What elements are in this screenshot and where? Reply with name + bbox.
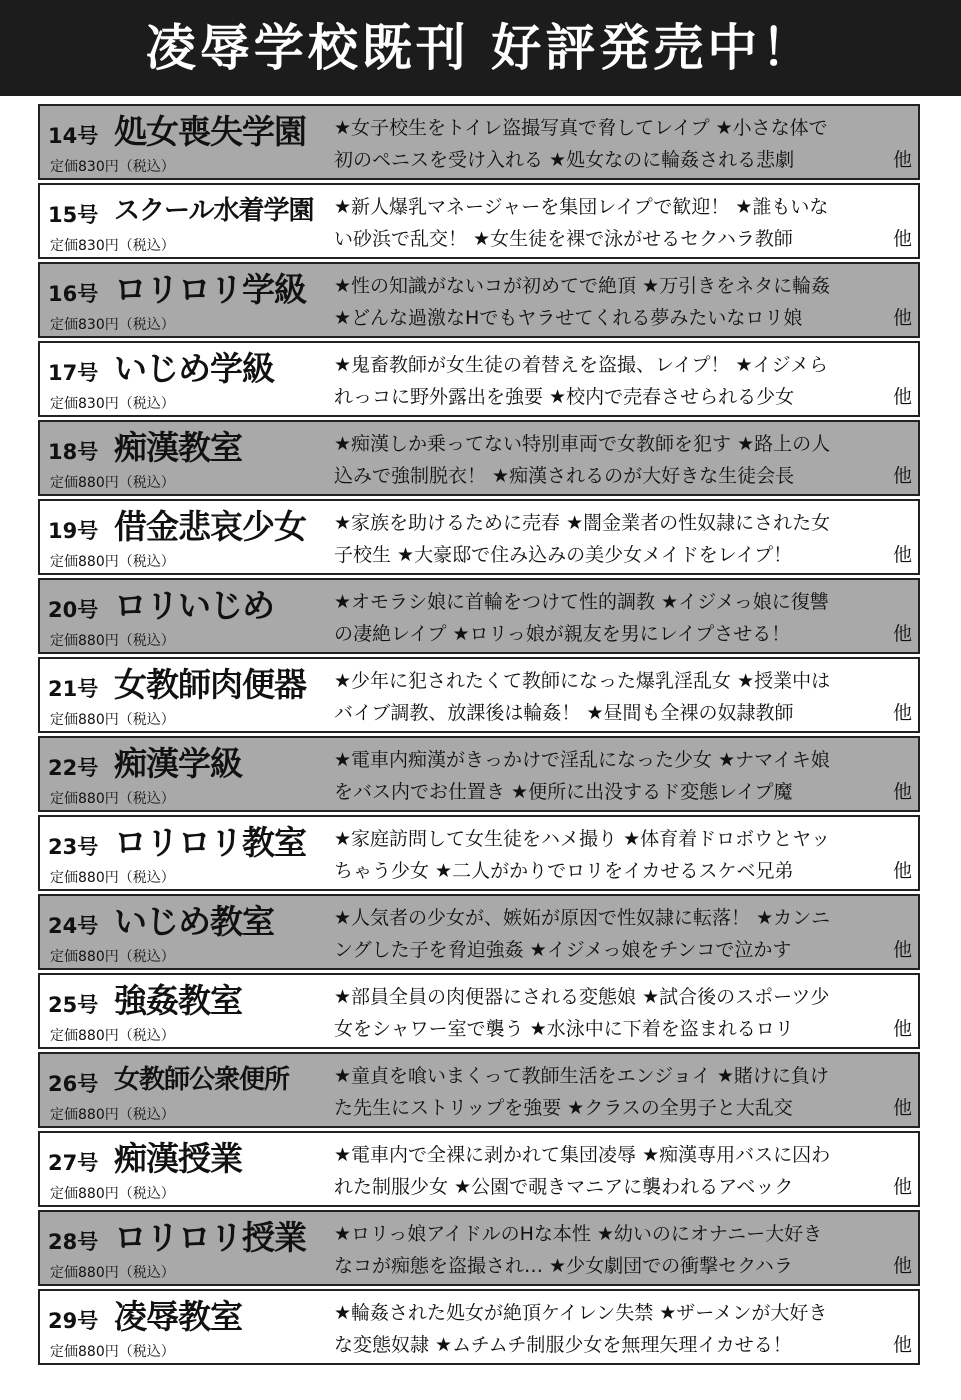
description-line-2: れっコに野外露出を強要 ★校内で売春させられる少女 [334,386,795,408]
issue-number: 23号 [48,835,99,859]
issue-description [334,1218,912,1282]
issue-description [334,1060,912,1124]
description-line-2-wrap [334,1250,912,1282]
description-line-1: ★女子校生をトイレ盗撮写真で脅してレイプ ★小さな体で [334,117,828,139]
issue-number: 14号 [48,124,99,148]
catalog-row [38,736,920,812]
description-line-2: た先生にストリップを強要 ★クラスの全男子と大乱交 [334,1097,793,1119]
description-line-2: 初のペニスを受け入れる ★処女なのに輪姦される悲劇 [334,149,795,171]
others-label: 他 [892,939,912,961]
issue-number: 19号 [48,519,99,543]
issue-info [40,1291,330,1363]
issue-description [334,349,912,413]
others-label: 他 [892,228,912,250]
issue-info [40,185,330,257]
description-line-2-wrap [334,776,912,808]
issue-title: いじめ教室 [114,902,274,941]
issue-title: ロリロリ学級 [114,270,306,309]
description-line-2-wrap [334,934,912,966]
issue-info [40,1054,330,1126]
issue-price: 定価830円（税込） [50,159,175,175]
issue-title: 借金悲哀少女 [114,507,306,546]
others-label: 他 [892,465,912,487]
issue-info [40,501,330,573]
issue-title: 痴漢教室 [114,428,242,467]
catalog-row [38,1210,920,1286]
issue-title: 女教師公衆便所 [114,1065,290,1095]
issue-price: 定価880円（税込） [50,1186,175,1202]
issue-price: 定価830円（税込） [50,396,175,412]
catalog-row [38,104,920,180]
description-line-1: ★電車内で全裸に剥かれて集団凌辱 ★痴漢専用バスに囚わ [334,1144,831,1166]
others-label: 他 [892,702,912,724]
description-line-2: 込みで強制脱衣！ ★痴漢されるのが大好きな生徒会長 [334,465,795,487]
issue-price: 定価880円（税込） [50,475,175,491]
issue-info [40,343,330,415]
others-label: 他 [892,1334,912,1356]
description-line-2: な変態奴隷 ★ムチムチ制服少女を無理矢理イカせる！ [334,1334,792,1356]
catalog-row [38,657,920,733]
issue-number: 28号 [48,1230,99,1254]
issue-title: 凌辱教室 [114,1297,242,1336]
catalog-row [38,262,920,338]
issue-description [334,507,912,571]
others-label: 他 [892,781,912,803]
catalog-row [38,1131,920,1207]
issue-price: 定価880円（税込） [50,1344,175,1360]
description-line-1: ★少年に犯されたくて教師になった爆乳淫乱女 ★授業中は [334,670,831,692]
issue-description [334,586,912,650]
others-label: 他 [892,860,912,882]
catalog-row [38,973,920,1049]
description-line-1: ★痴漢しか乗ってない特別車両で女教師を犯す ★路上の人 [334,433,831,455]
description-line-1: ★電車内痴漢がきっかけで淫乱になった少女 ★ナマイキ娘 [334,749,830,771]
issue-number: 27号 [48,1151,99,1175]
issue-info [40,896,330,968]
description-line-2: ングした子を脅迫強姦 ★イジメっ娘をチンコで泣かす [334,939,792,961]
issue-price: 定価830円（税込） [50,238,175,254]
description-line-1: ★オモラシ娘に首輪をつけて性的調教 ★イジメっ娘に復讐 [334,591,829,613]
issue-description [334,191,912,255]
issue-title: スクール水着学園 [114,196,314,226]
issue-description [334,981,912,1045]
description-line-1: ★鬼畜教師が女生徒の着替えを盗撮、レイプ！ ★イジメら [334,354,829,376]
issue-number: 15号 [48,203,99,227]
issue-title: いじめ学級 [114,349,274,388]
others-label: 他 [892,1255,912,1277]
issue-number: 18号 [48,440,99,464]
description-line-2: ちゃう少女 ★二人がかりでロリをイカせるスケベ兄弟 [334,860,794,882]
others-label: 他 [892,1176,912,1198]
description-line-2: れた制服少女 ★公園で覗きマニアに襲われるアベック [334,1176,794,1198]
description-line-1: ★新人爆乳マネージャーを集団レイプで歓迎！ ★誰もいな [334,196,829,218]
issue-info [40,817,330,889]
issue-price: 定価880円（税込） [50,554,175,570]
issue-price: 定価880円（税込） [50,1107,175,1123]
catalog-row [38,1289,920,1365]
description-line-1: ★家庭訪問して女生徒をハメ撮り ★体育着ドロボウとヤッ [334,828,831,850]
description-line-2: バイブ調教、放課後は輪姦！ ★昼間も全裸の奴隷教師 [334,702,794,724]
issue-description [334,1297,912,1361]
issue-price: 定価880円（税込） [50,633,175,649]
issue-price: 定価880円（税込） [50,791,175,807]
back-issue-list [38,104,920,1368]
issue-description [334,428,912,492]
header-title: 凌辱学校既刊 好評発売中！ [145,18,816,77]
description-line-2: い砂浜で乱交！ ★女生徒を裸で泳がせるセクハラ教師 [334,228,793,250]
issue-number: 25号 [48,993,99,1017]
issue-description [334,112,912,176]
page-header [0,0,961,96]
catalog-row [38,420,920,496]
catalog-row [38,815,920,891]
others-label: 他 [892,1097,912,1119]
issue-info [40,580,330,652]
issue-title: 女教師肉便器 [114,665,306,704]
description-line-2-wrap [334,460,912,492]
issue-title: 痴漢授業 [114,1139,242,1178]
description-line-2-wrap [334,381,912,413]
others-label: 他 [892,386,912,408]
description-line-1: ★家族を助けるために売春 ★闇金業者の性奴隷にされた女 [334,512,831,534]
others-label: 他 [892,149,912,171]
description-line-2: なコが痴態を盗撮され… ★少女劇団での衝撃セクハラ [334,1255,793,1277]
description-line-2: 子校生 ★大豪邸で住み込みの美少女メイドをレイプ！ [334,544,793,566]
description-line-2-wrap [334,539,912,571]
description-line-1: ★人気者の少女が、嫉妬が原因で性奴隷に転落！ ★カンニ [334,907,831,929]
issue-number: 17号 [48,361,99,385]
catalog-row [38,894,920,970]
issue-title: ロリロリ授業 [114,1218,306,1257]
issue-description [334,1139,912,1203]
catalog-row [38,341,920,417]
description-line-2-wrap [334,1171,912,1203]
issue-number: 26号 [48,1072,99,1096]
catalog-row [38,578,920,654]
issue-price: 定価880円（税込） [50,1028,175,1044]
issue-number: 29号 [48,1309,99,1333]
issue-info [40,264,330,336]
issue-title: 痴漢学級 [114,744,242,783]
others-label: 他 [892,544,912,566]
description-line-2: をバス内でお仕置き ★便所に出没するド変態レイプ魔 [334,781,793,803]
description-line-2-wrap [334,302,912,334]
issue-price: 定価880円（税込） [50,949,175,965]
others-label: 他 [892,307,912,329]
description-line-1: ★童貞を喰いまくって教師生活をエンジョイ ★賭けに負け [334,1065,829,1087]
issue-title: 強姦教室 [114,981,242,1020]
issue-title: ロリロリ教室 [114,823,306,862]
issue-description [334,744,912,808]
description-line-2: ★どんな過激なHでもヤラせてくれる夢みたいなロリ娘 [334,307,803,329]
issue-info [40,1133,330,1205]
issue-info [40,106,330,178]
issue-info [40,659,330,731]
description-line-2: の凄絶レイプ ★ロリっ娘が親友を男にレイプさせる！ [334,623,791,645]
description-line-2-wrap [334,618,912,650]
issue-title: 処女喪失学園 [114,112,306,151]
issue-description [334,665,912,729]
description-line-2-wrap [334,223,912,255]
issue-number: 24号 [48,914,99,938]
others-label: 他 [892,623,912,645]
description-line-2-wrap [334,144,912,176]
description-line-1: ★ロリっ娘アイドルのHな本性 ★幼いのにオナニー大好き [334,1223,823,1245]
description-line-2-wrap [334,1092,912,1124]
description-line-1: ★部員全員の肉便器にされる変態娘 ★試合後のスポーツ少 [334,986,830,1008]
issue-info [40,422,330,494]
issue-number: 22号 [48,756,99,780]
description-line-1: ★性の知識がないコが初めてで絶頂 ★万引きをネタに輪姦 [334,275,831,297]
issue-info [40,1212,330,1284]
description-line-2-wrap [334,697,912,729]
issue-description [334,902,912,966]
issue-price: 定価880円（税込） [50,712,175,728]
description-line-2: 女をシャワー室で襲う ★水泳中に下着を盗まれるロリ [334,1018,794,1040]
issue-description [334,270,912,334]
others-label: 他 [892,1018,912,1040]
description-line-2-wrap [334,1013,912,1045]
catalog-row [38,499,920,575]
issue-title: ロリいじめ [114,586,274,625]
issue-info [40,975,330,1047]
catalog-row [38,183,920,259]
issue-price: 定価880円（税込） [50,870,175,886]
description-line-2-wrap [334,855,912,887]
issue-number: 21号 [48,677,99,701]
issue-number: 16号 [48,282,99,306]
issue-price: 定価830円（税込） [50,317,175,333]
issue-description [334,823,912,887]
issue-price: 定価880円（税込） [50,1265,175,1281]
issue-number: 20号 [48,598,99,622]
issue-info [40,738,330,810]
description-line-1: ★輪姦された処女が絶頂ケイレン失禁 ★ザーメンが大好き [334,1302,828,1324]
description-line-2-wrap [334,1329,912,1361]
catalog-row [38,1052,920,1128]
